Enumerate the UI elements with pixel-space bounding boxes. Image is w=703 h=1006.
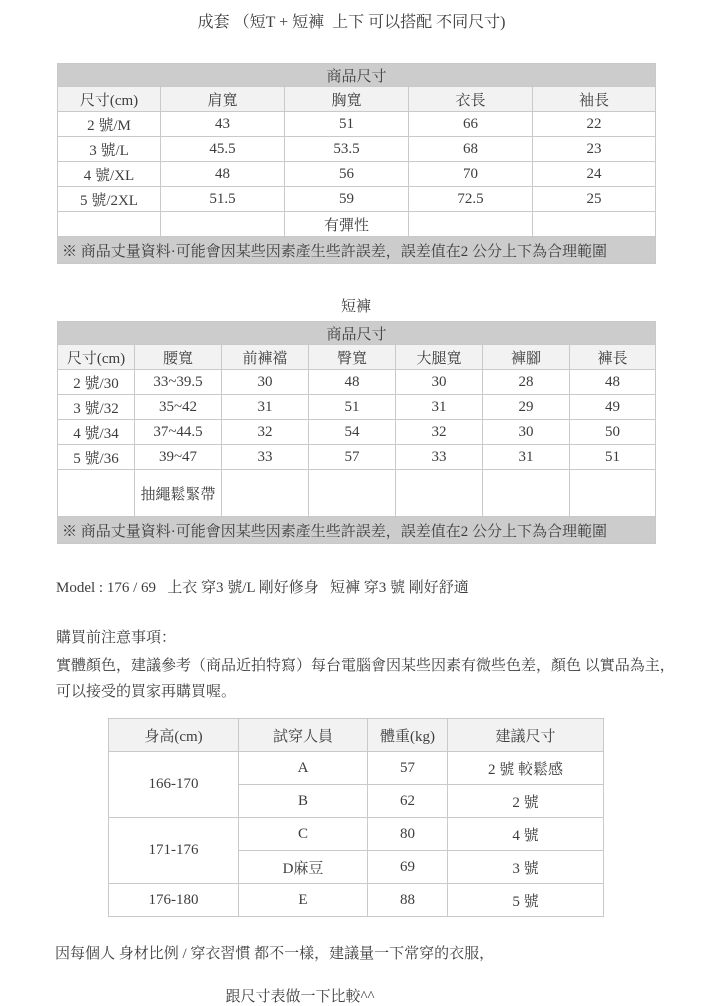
table-cell: [58, 212, 161, 237]
tester-label: B: [239, 785, 368, 818]
page-title: 成套 （短T + 短褲 上下 可以搭配 不同尺寸): [197, 14, 506, 31]
fit-table: [108, 718, 604, 917]
table-cell: 25: [533, 187, 656, 212]
table-cell: 51.5: [161, 187, 285, 212]
table-cell: 56: [285, 162, 409, 187]
table-cell: 3 號: [448, 851, 604, 884]
table-cell: [222, 470, 309, 517]
table-cell: 69: [368, 851, 448, 884]
table-cell: 43: [161, 112, 285, 137]
size-label: 5 號/2XL: [58, 187, 161, 212]
table-title: 商品尺寸: [58, 322, 656, 345]
table-cell: 30: [222, 370, 309, 395]
table-cell: 45.5: [161, 137, 285, 162]
table-cell: 33: [396, 445, 483, 470]
column-header: 肩寬: [161, 87, 285, 112]
table-cell: 39~47: [135, 445, 222, 470]
table-cell: 59: [285, 187, 409, 212]
table-row: [58, 187, 656, 212]
table-row: [109, 752, 604, 785]
table-cell: 28: [483, 370, 570, 395]
table-row: [58, 137, 656, 162]
table-cell: 57: [368, 752, 448, 785]
table-cell: 51: [309, 395, 396, 420]
table-row: [58, 445, 656, 470]
table-row: [58, 212, 656, 237]
table-cell: 57: [309, 445, 396, 470]
notice-heading: 購買前注意事項：: [56, 630, 177, 646]
column-header: 尺寸(cm): [58, 345, 135, 370]
table-cell: [58, 470, 135, 517]
table-title: 商品尺寸: [58, 64, 656, 87]
table-cell: 31: [222, 395, 309, 420]
size-label: 2 號/M: [58, 112, 161, 137]
notice-body: 實體顏色，建議參考（商品近拍特寫）每台電腦會因某些因素有微些色差，顏色 以實品為主，可以接受的買家再購買喔。: [56, 658, 675, 700]
table-cell: 53.5: [285, 137, 409, 162]
table-cell: 24: [533, 162, 656, 187]
column-header: 建議尺寸: [448, 719, 604, 752]
column-header: 試穿人員: [239, 719, 368, 752]
table-cell: [409, 212, 533, 237]
column-header: 褲長: [570, 345, 656, 370]
footer-advice-line: 因每個人 身材比例 / 穿衣習慣 都不一樣，建議量一下常穿的衣服，: [55, 946, 495, 962]
measurement-note-row: [58, 517, 656, 544]
table-header-row: [58, 87, 656, 112]
table-cell: 4 號: [448, 818, 604, 851]
measurement-note: ※ 商品丈量資料·可能會因某些因素產生些許誤差，誤差值在2 公分上下為合理範圍: [58, 517, 656, 544]
column-header: 前褲襠: [222, 345, 309, 370]
size-label: 4 號/XL: [58, 162, 161, 187]
table-title-row: [58, 64, 656, 87]
table-row: [58, 162, 656, 187]
height-range: 171-176: [109, 818, 239, 884]
elasticity-note: 有彈性: [285, 212, 409, 237]
table-cell: 48: [161, 162, 285, 187]
tester-label: D麻豆: [239, 851, 368, 884]
column-header: 體重(kg): [368, 719, 448, 752]
table-row: [58, 112, 656, 137]
table-cell: 29: [483, 395, 570, 420]
table-cell: 30: [483, 420, 570, 445]
table-cell: 37~44.5: [135, 420, 222, 445]
column-header: 大腿寬: [396, 345, 483, 370]
table-cell: [161, 212, 285, 237]
table-row: [58, 370, 656, 395]
table-cell: 50: [570, 420, 656, 445]
model-info: Model : 176 / 69 上衣 穿3 號/L 剛好修身 短褲 穿3 號 剛好舒適: [56, 580, 469, 596]
table-cell: 70: [409, 162, 533, 187]
height-range: 166-170: [109, 752, 239, 818]
table-title-row: [58, 322, 656, 345]
table-cell: 32: [396, 420, 483, 445]
table-cell: 51: [570, 445, 656, 470]
table-cell: 80: [368, 818, 448, 851]
column-header: 尺寸(cm): [58, 87, 161, 112]
table-header-row: [58, 345, 656, 370]
height-range: 176-180: [109, 884, 239, 917]
column-header: 身高(cm): [109, 719, 239, 752]
table-cell: 51: [285, 112, 409, 137]
tester-label: C: [239, 818, 368, 851]
footer-compare-line: 跟尺寸表做一下比較^^: [225, 989, 375, 1005]
column-header: 褲腳: [483, 345, 570, 370]
table-cell: [570, 470, 656, 517]
table-cell: 48: [309, 370, 396, 395]
table-cell: 33~39.5: [135, 370, 222, 395]
table-cell: 31: [396, 395, 483, 420]
table-cell: 54: [309, 420, 396, 445]
table-cell: [483, 470, 570, 517]
tester-label: E: [239, 884, 368, 917]
table-cell: 66: [409, 112, 533, 137]
size-label: 3 號/32: [58, 395, 135, 420]
column-header: 衣長: [409, 87, 533, 112]
shorts-size-table: [57, 321, 656, 544]
table-row: [58, 470, 656, 517]
table-cell: 49: [570, 395, 656, 420]
table-cell: 68: [409, 137, 533, 162]
size-label: 4 號/34: [58, 420, 135, 445]
column-header: 腰寬: [135, 345, 222, 370]
table-cell: 31: [483, 445, 570, 470]
tester-label: A: [239, 752, 368, 785]
size-label: 3 號/L: [58, 137, 161, 162]
table-cell: 35~42: [135, 395, 222, 420]
table-cell: 88: [368, 884, 448, 917]
column-header: 胸寬: [285, 87, 409, 112]
column-header: 臀寬: [309, 345, 396, 370]
table-cell: 23: [533, 137, 656, 162]
table-row: [109, 818, 604, 851]
table-row: [58, 420, 656, 445]
top-size-table: [57, 63, 656, 264]
table-cell: 5 號: [448, 884, 604, 917]
table-cell: 2 號: [448, 785, 604, 818]
table-cell: 22: [533, 112, 656, 137]
table-cell: 32: [222, 420, 309, 445]
column-header: 袖長: [533, 87, 656, 112]
table-cell: [396, 470, 483, 517]
table-cell: 33: [222, 445, 309, 470]
table-row: [109, 884, 604, 917]
table-cell: [309, 470, 396, 517]
measurement-note: ※ 商品丈量資料·可能會因某些因素產生些許誤差，誤差值在2 公分上下為合理範圍: [58, 237, 656, 264]
shorts-section-label: 短褲: [340, 299, 371, 315]
table-header-row: [109, 719, 604, 752]
table-cell: 62: [368, 785, 448, 818]
table-cell: 72.5: [409, 187, 533, 212]
table-cell: 48: [570, 370, 656, 395]
size-label: 2 號/30: [58, 370, 135, 395]
drawstring-note: 抽繩鬆緊帶: [135, 470, 222, 517]
table-cell: [533, 212, 656, 237]
table-row: [58, 395, 656, 420]
table-cell: 2 號 較鬆感: [448, 752, 604, 785]
size-label: 5 號/36: [58, 445, 135, 470]
measurement-note-row: [58, 237, 656, 264]
table-cell: 30: [396, 370, 483, 395]
